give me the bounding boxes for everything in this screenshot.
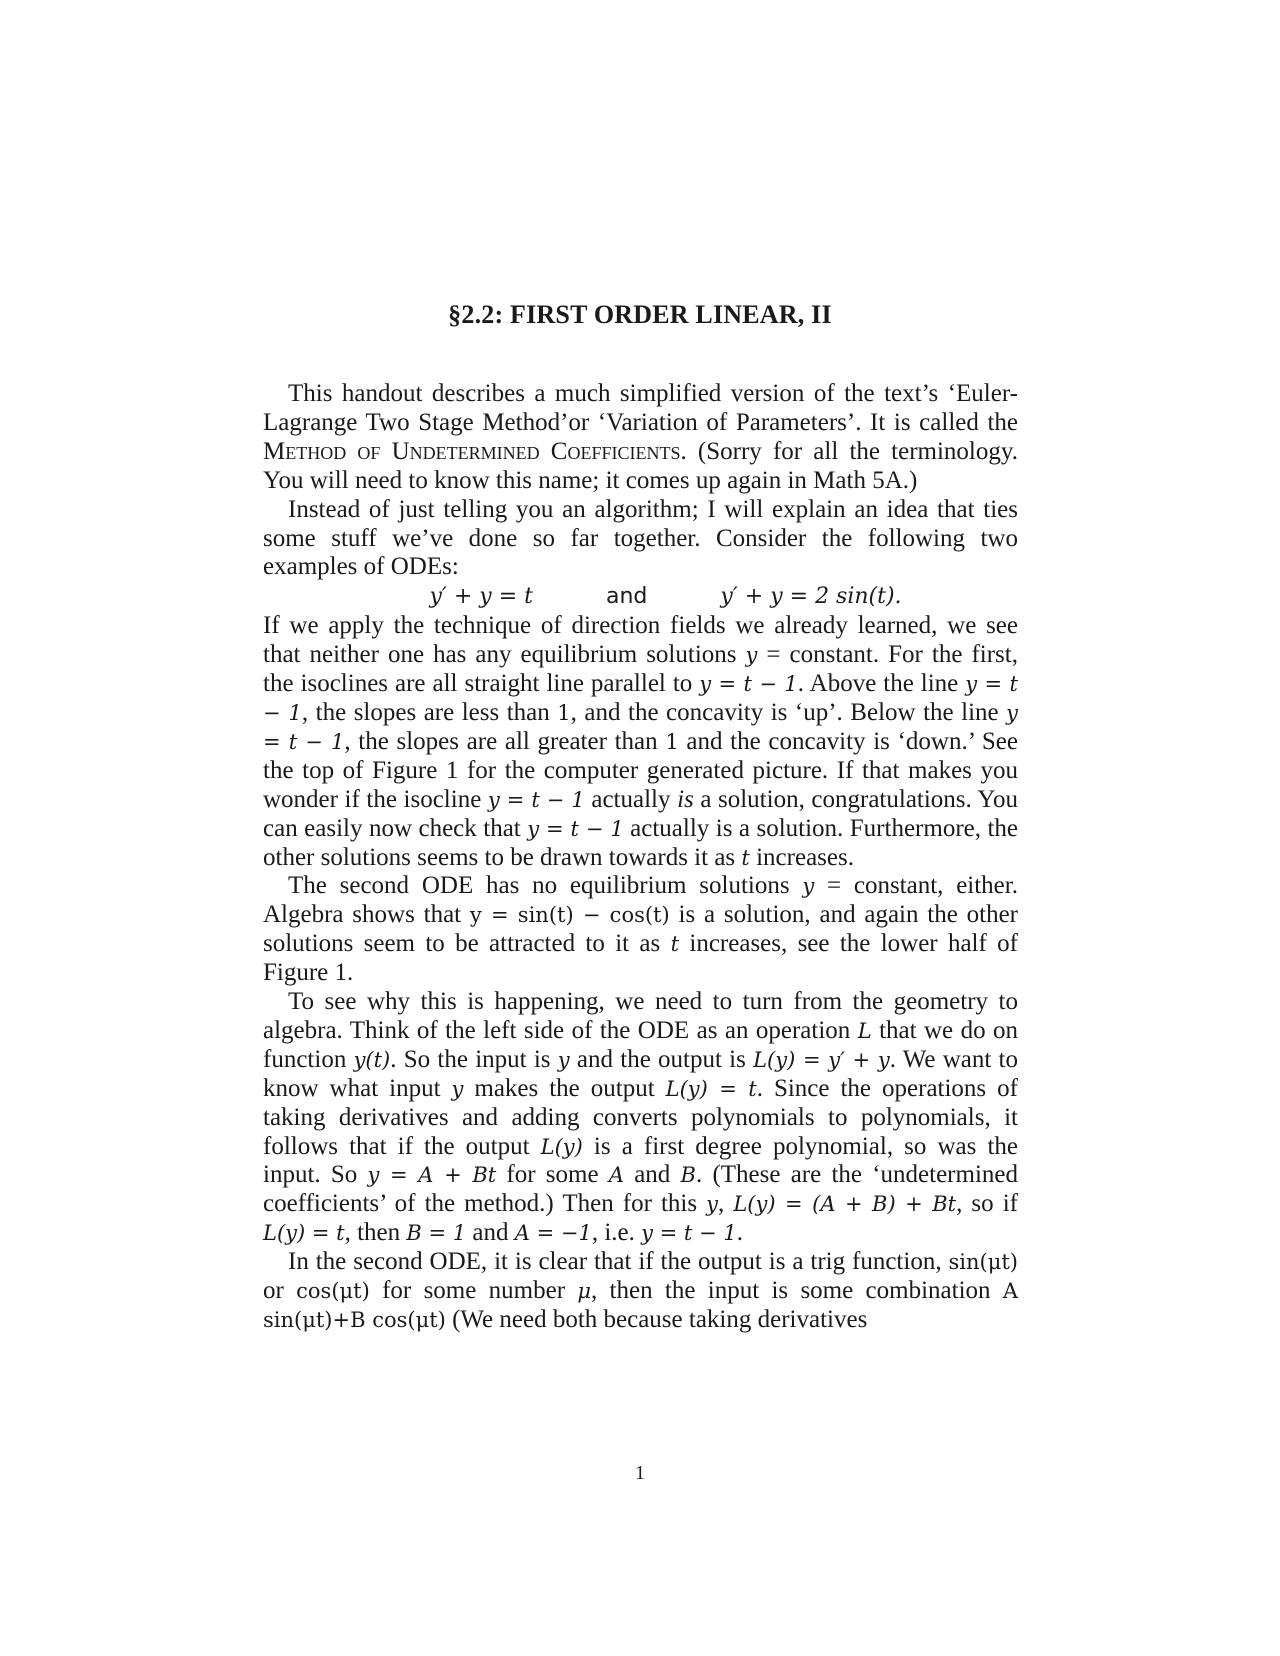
- text-run: and the concavity is ‘down.’ See the top of Figure 1 for the computer generated picture. If that makes you wonder if the isocline: [263, 727, 1018, 813]
- text-run: and: [623, 1161, 681, 1189]
- text-run: , so if: [956, 1190, 1018, 1218]
- text-run: increases.: [749, 843, 854, 871]
- text-run: or: [263, 1277, 297, 1305]
- text-run: (We need both because taking derivatives: [445, 1306, 868, 1333]
- math-inline: A sin(μt)+B cos(μt): [263, 1279, 1018, 1332]
- math-inline: y = t − 1: [487, 787, 585, 812]
- paragraph-second-ode: [263, 872, 1018, 988]
- method-name: Method of Undetermined Coefficients: [263, 437, 681, 465]
- text-run: that we do on function: [263, 1016, 1018, 1073]
- math-inline: y = t − 1: [699, 672, 798, 697]
- math-inline: L(y) = y′ + y: [753, 1047, 890, 1072]
- text-run: makes the output: [463, 1074, 666, 1102]
- math-inline: L(y): [540, 1134, 583, 1159]
- math-inline: y = t − 1: [263, 672, 1018, 725]
- math-inline: L(y) = t: [665, 1076, 757, 1101]
- paragraph-intro: [263, 380, 1018, 496]
- text-run: is a first degree polynomial, so was the input. So: [263, 1132, 1018, 1189]
- text-run: This handout describes a much simplified version of the text’s ‘Euler-Lagrange Two Stage Method’or ‘Variation of Parameters’. It is called the: [263, 380, 1018, 436]
- math-inline: y: [557, 1047, 570, 1072]
- text-run: , i.e.: [591, 1219, 642, 1247]
- math-inline: y: [706, 1192, 719, 1217]
- math-inline: y = t − 1: [641, 1221, 737, 1246]
- text-run: actually: [584, 785, 678, 813]
- section-title: §2.2: FIRST ORDER LINEAR, II: [448, 300, 832, 329]
- text-run: actually is a solution. Furthermore, the other solutions seems to be drawn towards it as: [263, 814, 1019, 871]
- text-run: and: [466, 1219, 515, 1247]
- text-run: , then the input is some combination: [591, 1277, 1003, 1305]
- text-run: ,: [718, 1190, 734, 1218]
- text-run: and the output is: [569, 1045, 754, 1073]
- text-run: , the slopes are all greater than: [344, 727, 666, 755]
- math-inline: y: [802, 874, 815, 899]
- math-inline: L(y) = (A + B) + Bt: [733, 1192, 957, 1217]
- text-run: for some: [496, 1161, 609, 1189]
- math-inline: y: [745, 643, 758, 668]
- text-run: . So the input is: [390, 1045, 558, 1073]
- paragraph-direction-fields: [263, 612, 1018, 872]
- text-run: = constant. For the first, the isoclines are all straight line parallel to: [263, 641, 1018, 698]
- math-inline: y = t − 1: [263, 700, 1018, 754]
- math-inline: B = 1: [406, 1221, 467, 1246]
- math-inline: B: [680, 1163, 696, 1188]
- text-run: . Since the operations of taking derivatives and adding converts polynomials to polynomials, it follows that if the output: [263, 1074, 1018, 1160]
- text-run: for some number: [369, 1277, 578, 1305]
- math-inline: 1: [665, 729, 679, 754]
- math-inline: L: [857, 1018, 872, 1043]
- body-text: [263, 380, 1018, 1335]
- paragraph-examples: Instead of just telling you an algorithm; I will explain an idea that ties some stuff we’ve done so far together. Consider the following two examples of ODEs:: [263, 495, 1018, 581]
- math-inline: A = −1: [514, 1221, 592, 1246]
- math-inline: y: [451, 1076, 464, 1101]
- text-run: .: [736, 1219, 743, 1247]
- page-number: 1: [635, 1462, 645, 1484]
- paragraph-trig: [263, 1248, 1018, 1335]
- math-inline: y(t): [353, 1047, 391, 1072]
- text-run: , then: [344, 1219, 407, 1247]
- equation-conjunction: and: [605, 584, 648, 610]
- text-run: If we apply the technique of direction fields we already learned, we see that neither one has any equilibrium solutions: [263, 612, 1018, 669]
- emphasis: is: [677, 785, 694, 813]
- math-inline: A: [608, 1163, 624, 1188]
- text-run: = constant, either. Algebra shows that: [263, 872, 1018, 929]
- math-inline: y = A + Bt: [367, 1163, 497, 1188]
- text-run: To see why this is happening, we need to turn from the geometry to algebra. Think of the left side of the ODE as an operation: [263, 988, 1018, 1044]
- text-run: In the second ODE, it is clear that if the output is a trig function,: [288, 1248, 949, 1276]
- display-equations: [263, 582, 1018, 612]
- math-inline: y = sin(t) − cos(t): [469, 903, 670, 928]
- text-run: a solution, congratulations. You can easily now check that: [263, 785, 1018, 842]
- text-run: is a solution, and again the other solutions seem to be attracted to it as: [263, 901, 1018, 958]
- text-run: . (These are the ‘undetermined coefficients’ of the method.) Then for this: [263, 1161, 1018, 1218]
- math-inline: t: [670, 932, 680, 957]
- text-run: The second ODE has no equilibrium solutions: [288, 872, 803, 900]
- math-inline: y = t − 1: [527, 816, 624, 841]
- text-run: . We want to know what input: [263, 1045, 1018, 1102]
- math-inline: L(y) = t: [263, 1221, 345, 1246]
- paragraph-algebra: [263, 988, 1018, 1248]
- text-run: , and the concavity is ‘up’. Below the line: [570, 698, 1007, 726]
- text-run: increases, see the lower half of Figure 1.: [263, 930, 1018, 987]
- text-run: . (Sorry for all the terminology. You will need to know this name; it comes up again in Math 5A.): [263, 437, 1019, 494]
- equation-2: y′ + y = 2 sin(t).: [720, 584, 902, 610]
- math-inline: 1: [557, 700, 571, 725]
- math-inline: t: [741, 845, 750, 870]
- math-inline: cos(μt): [296, 1279, 370, 1304]
- text-run: . Above the line: [797, 670, 966, 698]
- text-run: , the slopes are less than: [301, 698, 558, 726]
- math-inline: μ: [577, 1279, 591, 1304]
- equation-1: y′ + y = t: [429, 584, 533, 610]
- math-inline: sin(μt): [948, 1250, 1018, 1275]
